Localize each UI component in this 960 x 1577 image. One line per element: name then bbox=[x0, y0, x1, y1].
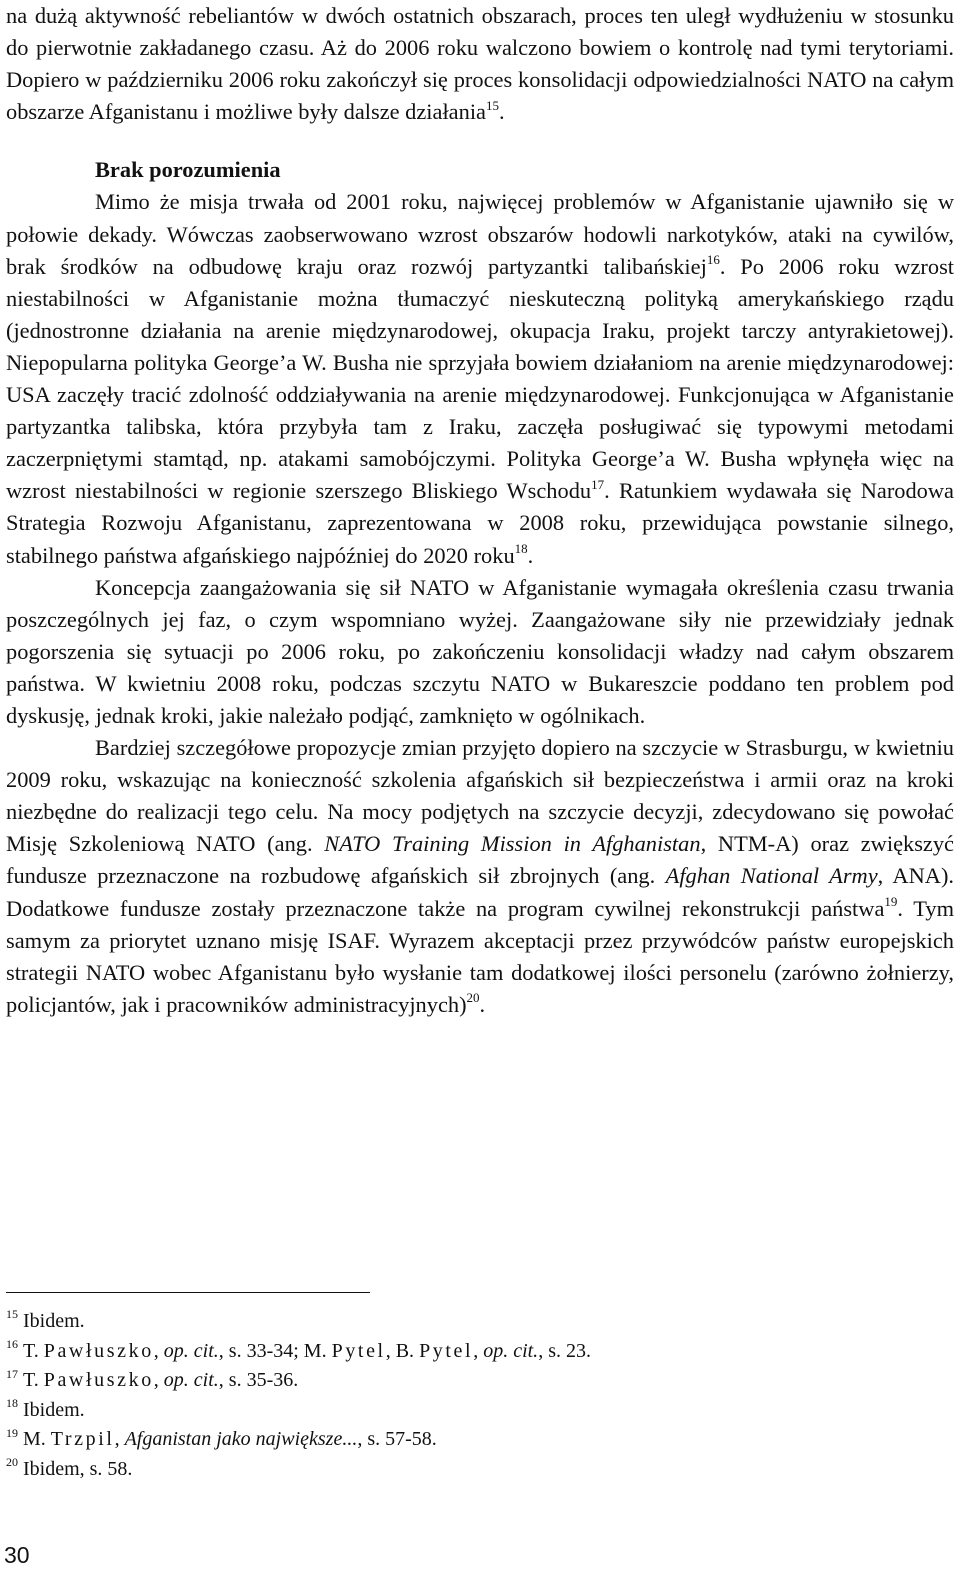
author-name: Trzpil bbox=[50, 1428, 115, 1451]
footnote-20: $^{20}$ Ibidem, s. 58. bbox=[6, 1455, 133, 1480]
footnote-18: $^{18}$ Ibidem. bbox=[6, 1396, 85, 1421]
footnote-ref-19[interactable]: 19 bbox=[884, 894, 898, 910]
footnote-ref-15[interactable]: 15 bbox=[485, 97, 499, 113]
footnote-17: $^{17}$ T. Pawłuszko, op. cit., s. 35-36. bbox=[6, 1366, 299, 1392]
italic-term: Afghan National Army bbox=[665, 863, 878, 889]
footnote-ref-16[interactable]: 16 bbox=[706, 252, 720, 268]
italic-term: NATO Training Mission in Afghanistan bbox=[324, 831, 701, 857]
footnote-16: $^{16}$ T. Pawłuszko, op. cit., s. 33-34; M. Pytel, B. Pytel, op. cit., s. 23. bbox=[6, 1336, 591, 1362]
author-name: Pawłuszko bbox=[43, 1339, 154, 1362]
footnote-ref-17[interactable]: 17 bbox=[591, 476, 605, 492]
main-text bbox=[6, 0, 954, 1021]
footnotes bbox=[6, 1307, 906, 1485]
page-number: 30 bbox=[4, 1542, 30, 1568]
paragraph-1: na dużą aktywność rebeliantów w dwóch ostatnich obszarach, proces ten uległ wydłużeniu w stosunku do pierwotnie zakładanego czasu. Aż do 2006 roku walczono bowiem o kontrolę nad tymi terytoriami. Dopiero w październiku 2006 roku zakończył się proces konsolidacji odpowiedzialności NATO na całym obszarze Afganistanu i możliwe były dalsze działania$^{15}$. bbox=[6, 3, 954, 125]
section-heading: Brak porozumienia bbox=[95, 157, 281, 183]
paragraph-3: Koncepcja zaangażowania się sił NATO w Afganistanie wymagała określenia czasu trwania poszczególnych jej faz, o czym wspomniano wyżej. Zaangażowane siły nie przewidziały jednak pogorszenia się sytuacji po 2006 roku, po zakończeniu konsolidacji władzy nad całym obszarem państwa. W kwietniu 2008 roku, podczas szczytu NATO w Bukareszcie poddano ten problem pod dyskusję, jednak kroki, jakie należało podjąć, zamknięto w ogólnikach. bbox=[6, 574, 954, 728]
footnote-separator bbox=[6, 1292, 370, 1293]
paragraph-2: Mimo że misja trwała od 2001 roku, najwięcej problemów w Afganistanie ujawniło się w połowie dekady. Wówczas zaobserwowano wzrost obszarów hodowli narkotyków, ataki na cywilów, brak środków na odbudowę kraju oraz rozwój partyzantki talibańskiej$^{16}$. Po 2006 roku wzrost niestabilności w Afganistanie można tłumaczyć nieskuteczną polityką amerykańskiego rządu (jednostronne działania na arenie międzynarodowej, okupacja Iraku, projekt tarczy antyrakietowej). Niepopularna polityka George’a W. Busha nie sprzyjała bowiem działaniom na arenie międzynarodowej: USA zaczęły tracić zdolność oddziaływania na arenie międzynarodowej. Funkcjonująca w Afganistanie partyzantka talibska, która przybyła tam z Iraku, zaczęła posługiwać się typowymi metodami zaczerpniętymi stamtąd, np. atakami samobójczymi. Polityka George’a W. Busha wpłynęła więc na wzrost niestabilności w regionie szerszego Bliskiego Wschodu$^{17}$. Ratunkiem wydawała się Narodowa Strategia Rozwoju Afganistanu, zaprezentowana w 2008 roku, przewidująca powstanie silnego, stabilnego państwa afgańskiego najpóźniej do 2020 roku$^{18}$. bbox=[6, 189, 954, 568]
footnote-ref-18[interactable]: 18 bbox=[514, 541, 528, 557]
footnote-15: $^{15}$ Ibidem. bbox=[6, 1307, 85, 1332]
footnote-ref-20[interactable]: 20 bbox=[466, 990, 480, 1006]
author-name: Pawłuszko bbox=[43, 1369, 154, 1392]
book-title: Afganistan jako największe... bbox=[124, 1428, 358, 1451]
author-name: Pytel bbox=[419, 1339, 474, 1362]
footnote-19: $^{19}$ M. Trzpil, Afganistan jako największe..., s. 57-58. bbox=[6, 1425, 437, 1451]
paragraph-4: Bardziej szczegółowe propozycje zmian przyjęto dopiero na szczycie w Strasburgu, w kwietniu 2009 roku, wskazując na konieczność szkolenia afgańskich sił bezpieczeństwa i armii oraz na kroki niezbędne do realizacji tego celu. Na mocy podjętych na szczycie decyzji, zdecydowano się powołać Misję Szkoleniową NATO (ang. NATO Training Mission in Afghanistan, NTM-A) oraz zwiększyć fundusze przeznaczone na rozbudowę afgańskich sił zbrojnych (ang. Afghan National Army, ANA). Dodatkowe fundusze zostały przeznaczone także na program cywilnej rekonstrukcji państwa$^{19}$. Tym samym za priorytet uznano misję ISAF. Wyrazem akceptacji przez przywódców państw europejskich strategii NATO wobec Afganistanu było wysłanie tam dodatkowej ilości personelu (zarówno żołnierzy, policjantów, jak i pracowników administracyjnych)$^{20}$. bbox=[6, 735, 955, 1017]
author-name: Pytel bbox=[331, 1339, 386, 1362]
